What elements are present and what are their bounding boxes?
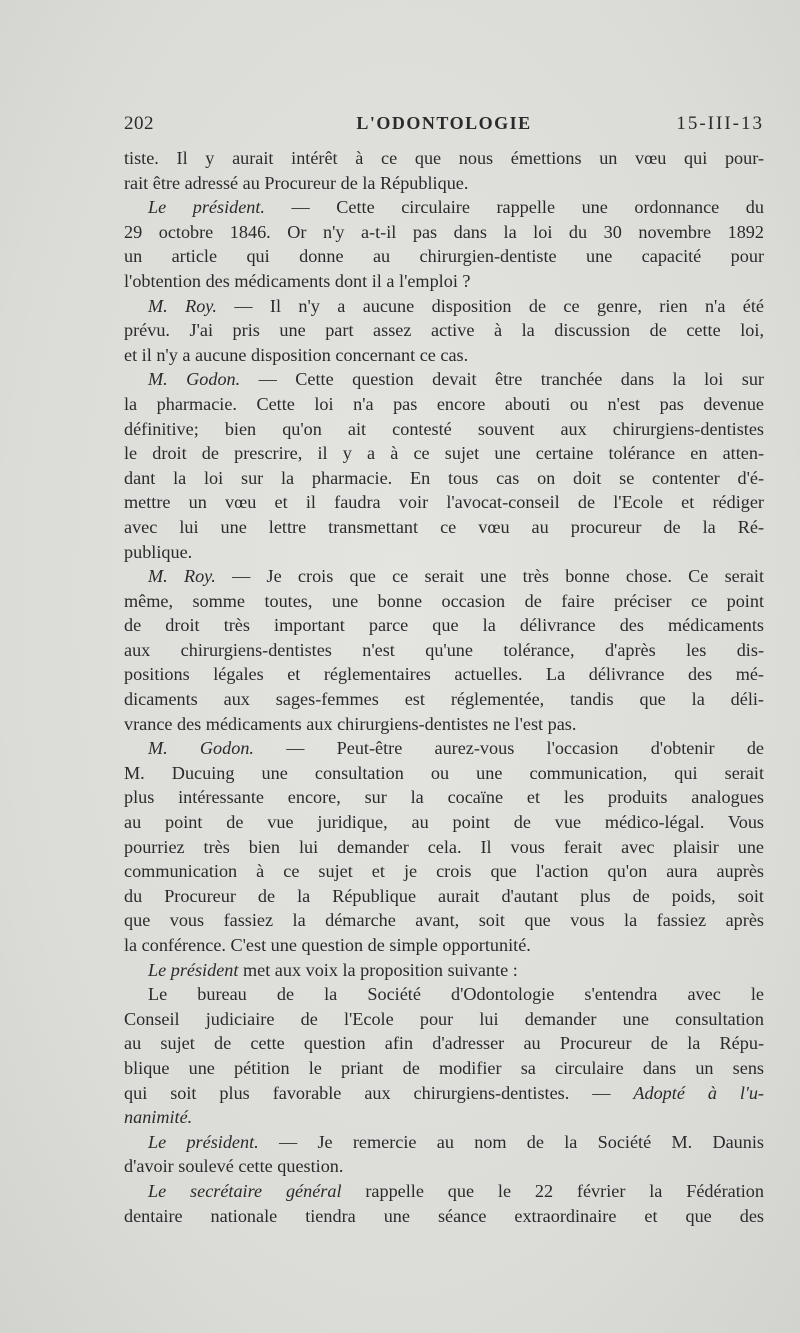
text-run: met aux voix la proposition suivante : — [238, 959, 518, 980]
italic-text-run: M. Roy. — [148, 295, 217, 316]
text-line — [124, 736, 764, 761]
text-line — [124, 1154, 764, 1179]
text-line — [124, 171, 764, 196]
text-run: dentaire nationale tiendra une séance extraordinaire et que des — [124, 1205, 764, 1226]
text-line — [124, 343, 764, 368]
text-line — [124, 613, 764, 638]
text-line — [124, 1056, 764, 1081]
text-run: pourriez très bien lui demander cela. Il vous ferait avec plaisir une — [124, 836, 764, 857]
text-run: blique une pétition le priant de modifier sa circulaire dans un sens — [124, 1057, 764, 1078]
text-line — [124, 884, 764, 909]
text-run: la conférence. C'est une question de simple opportunité. — [124, 935, 531, 955]
text-line — [124, 1179, 764, 1204]
text-line — [124, 712, 764, 737]
text-line — [124, 933, 764, 958]
text-line — [124, 761, 764, 786]
text-run: le droit de prescrire, il y a à ce sujet une certaine tolérance en atten- — [124, 443, 764, 464]
text-line — [124, 1031, 764, 1056]
text-line — [124, 515, 764, 540]
text-line — [124, 540, 764, 565]
text-line — [124, 318, 764, 343]
text-run: M. Ducuing une consultation ou une communication, qui serait — [124, 762, 764, 783]
text-line — [124, 367, 764, 392]
text-run: l'obtention des médicaments dont il a l'emploi ? — [124, 270, 471, 291]
text-line — [124, 195, 764, 220]
text-run: rait être adressé au Procureur de la République. — [124, 172, 469, 193]
text-line — [124, 564, 764, 589]
text-line — [124, 908, 764, 933]
text-run: — Cette circulaire rappelle une ordonnance du — [264, 197, 764, 218]
running-header — [124, 113, 764, 139]
text-line — [124, 417, 764, 442]
text-run: tiste. Il y aurait intérêt à ce que nous émettions un vœu qui pour- — [124, 148, 764, 168]
page-body-text — [124, 146, 764, 1228]
italic-text-run: Le président. — [148, 1131, 259, 1152]
text-run: la pharmacie. Cette loi n'a pas encore abouti ou n'est pas devenue — [124, 393, 764, 414]
text-run: d'avoir soulevé cette question. — [124, 1156, 344, 1177]
text-line — [124, 1007, 764, 1032]
text-line — [124, 1105, 764, 1130]
text-run: publique. — [124, 541, 193, 562]
text-line — [124, 1130, 764, 1155]
text-run: rappelle que le 22 février la Fédération — [341, 1180, 764, 1201]
text-run: au point de vue juridique, au point de vue médico-légal. Vous — [124, 812, 764, 833]
text-run: plus intéressante encore, sur la cocaïne et les produits analogues — [124, 787, 764, 808]
text-line — [124, 294, 764, 319]
text-run: qui soit plus favorable aux chirurgiens-dentistes. — — [124, 1082, 634, 1103]
italic-text-run: Adopté à l'u- — [633, 1082, 764, 1103]
text-run: dant la loi sur la pharmacie. En tous cas on doit se contenter d'é- — [124, 467, 764, 488]
text-line — [124, 835, 764, 860]
text-run: du Procureur de la République aurait d'autant plus de poids, soit — [124, 885, 764, 906]
text-run: même, somme toutes, une bonne occasion de faire préciser ce point — [124, 590, 764, 611]
text-run: mettre un vœu et il faudra voir l'avocat-conseil de l'Ecole et rédiger — [124, 492, 764, 513]
text-line — [124, 662, 764, 687]
text-line — [124, 785, 764, 810]
text-run: dicaments aux sages-femmes est réglementée, tandis que la déli- — [124, 689, 764, 710]
text-line — [124, 687, 764, 712]
text-line — [124, 1204, 764, 1229]
text-run: prévu. J'ai pris une part assez active à la discussion de cette loi, — [124, 320, 764, 341]
text-line — [124, 146, 764, 171]
italic-text-run: M. Godon. — [148, 369, 241, 390]
journal-title: L'ODONTOLOGIE — [356, 113, 532, 133]
text-run: — Je crois que ce serait une très bonne chose. Ce serait — [215, 566, 764, 587]
text-line — [124, 490, 764, 515]
text-run: — Cette question devait être tranchée dans la loi sur — [240, 369, 764, 390]
text-run: de droit très important parce que la délivrance des médicaments — [124, 615, 764, 636]
text-run: — Peut-être aurez-vous l'occasion d'obtenir de — [253, 738, 764, 759]
text-run: 29 octobre 1846. Or n'y a-t-il pas dans la loi du 30 novembre 1892 — [124, 221, 764, 242]
text-line — [124, 244, 764, 269]
text-run: au sujet de cette question afin d'adresser au Procureur de la Répu- — [124, 1033, 764, 1054]
italic-text-run: Le président. — [148, 197, 265, 218]
text-line — [124, 958, 764, 983]
text-line — [124, 466, 764, 491]
text-run: et il n'y a aucune disposition concernant ce cas. — [124, 344, 469, 365]
italic-text-run: Le secrétaire général — [148, 1180, 342, 1201]
text-run: positions légales et réglementaires actuelles. La délivrance des mé- — [124, 664, 764, 685]
text-line — [124, 441, 764, 466]
text-line — [124, 269, 764, 294]
text-run: définitive; bien qu'on ait contesté souvent aux chirurgiens-dentistes — [124, 418, 764, 439]
italic-text-run: M. Roy. — [148, 566, 216, 587]
issue-date: 15-III-13 — [676, 113, 764, 134]
text-run: que vous fassiez la démarche avant, soit que vous la fassiez après — [124, 910, 764, 931]
italic-text-run: M. Godon. — [148, 738, 254, 759]
text-run: un article qui donne au chirurgien-dentiste une capacité pour — [124, 246, 764, 267]
text-line — [124, 220, 764, 245]
text-run: Conseil judiciaire de l'Ecole pour lui demander une consultation — [124, 1008, 764, 1029]
text-line — [124, 392, 764, 417]
text-run: avec lui une lettre transmettant ce vœu au procureur de la Ré- — [124, 516, 764, 537]
text-run: aux chirurgiens-dentistes n'est qu'une tolérance, d'après les dis- — [124, 639, 764, 660]
text-line — [124, 810, 764, 835]
page-number: 202 — [124, 113, 154, 134]
text-line — [124, 638, 764, 663]
text-run: — Il n'y a aucune disposition de ce genre, rien n'a été — [216, 295, 764, 316]
italic-text-run: nanimité. — [124, 1107, 193, 1128]
text-run: — Je remercie au nom de la Société M. Daunis — [258, 1131, 764, 1152]
italic-text-run: Le président — [148, 959, 239, 980]
text-run: vrance des médicaments aux chirurgiens-dentistes ne l'est pas. — [124, 713, 577, 734]
text-run: communication à ce sujet et je crois que l'action qu'on aura auprès — [124, 861, 764, 882]
text-line — [124, 859, 764, 884]
text-run: Le bureau de la Société d'Odontologie s'entendra avec le — [148, 984, 764, 1005]
text-line — [124, 982, 764, 1007]
text-line — [124, 589, 764, 614]
text-line — [124, 1081, 764, 1106]
